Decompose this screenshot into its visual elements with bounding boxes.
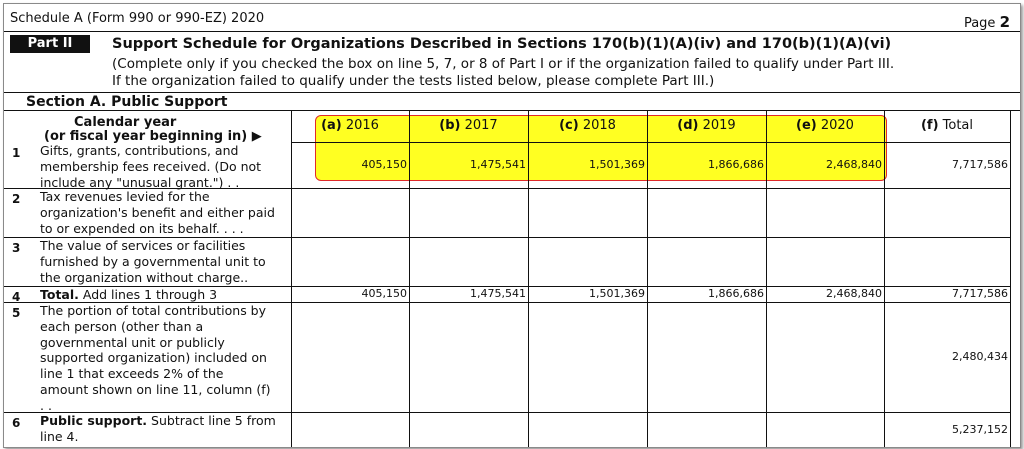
row-description-line (40, 350, 270, 366)
column-letter: (a) (321, 118, 342, 133)
row-description (40, 413, 276, 445)
row-description-text: governmental unit or publicly (40, 334, 225, 350)
row-description-line (40, 413, 276, 429)
column-letter: (f) (920, 118, 939, 133)
part-instruction-2: If the organization failed to qualify under the tests listed below, please complete Part III.) (112, 73, 715, 89)
cell-value: 1,501,369 (589, 287, 645, 300)
cell-value: 2,480,434 (952, 350, 1008, 363)
header-rule (4, 31, 1020, 32)
column-letter: (d) (677, 118, 699, 133)
row-number: 1 (12, 146, 21, 160)
row-description-line (40, 270, 266, 286)
fiscal-year-label: (or fiscal year beginning in) ▶ (44, 129, 262, 144)
column-header (291, 118, 409, 133)
row-description-text: Add lines 1 through 3 (78, 287, 218, 302)
row-divider (291, 142, 1010, 143)
row-description-text: Tax revenues levied for the (40, 189, 210, 204)
column-year: 2019 (698, 118, 736, 133)
column-year: 2018 (578, 118, 616, 133)
row-description-text: membership fees received. (Do not (40, 158, 262, 174)
part-title: Support Schedule for Organizations Described in Sections 170(b)(1)(A)(iv) and 170(b)(1)(A)(vi) (112, 36, 892, 52)
page-label: Page (963, 16, 996, 31)
row-description-text: supported organization) included on (40, 350, 267, 366)
column-divider (1010, 111, 1011, 447)
row-description-line (40, 143, 261, 159)
row-divider (4, 447, 1010, 448)
cell-value: 5,237,152 (952, 423, 1008, 436)
row-description-text: include any "unusual grant.") . . (40, 174, 240, 190)
part-label: Part II (10, 35, 90, 53)
row-description-text: line 4. (40, 428, 79, 444)
row-description-line (40, 335, 270, 351)
cell-value: 1,866,686 (708, 158, 764, 171)
column-header (766, 118, 884, 133)
column-year: Total (938, 118, 974, 133)
cell-value: 1,475,541 (470, 287, 526, 300)
cell-value: 405,150 (361, 158, 407, 171)
cell-value: 1,866,686 (708, 287, 764, 300)
column-year: 2017 (460, 118, 498, 133)
column-letter: (e) (796, 118, 817, 133)
row-description-line (40, 205, 275, 221)
page-number (964, 13, 1010, 31)
row-description-text: line 1 that exceeds 2% of the (40, 366, 224, 382)
cell-value: 7,717,586 (952, 158, 1008, 171)
row-description-text: Subtract line 5 from (147, 413, 276, 428)
cell-value: 2,468,840 (826, 158, 882, 171)
part-instruction-1: (Complete only if you checked the box on line 5, 7, or 8 of Part I or if the organization failed to qualify under Part III. (112, 56, 895, 72)
page-number-value: 2 (999, 13, 1010, 31)
form-page (3, 3, 1021, 448)
cell-value: 405,150 (361, 287, 407, 300)
row-description-line (40, 382, 270, 398)
row-description-text: the organization without charge.. (40, 269, 249, 285)
cell-value: 2,468,840 (826, 287, 882, 300)
column-letter: (b) (439, 118, 461, 133)
row-description-text: The portion of total contributions by (40, 303, 267, 318)
row-description (40, 287, 217, 303)
row-bold-lead: Total. (40, 287, 79, 302)
row-description-text: each person (other than a (40, 318, 204, 334)
row-description-text: furnished by a governmental unit to (40, 253, 266, 269)
section-rule (4, 110, 1020, 111)
row-description-line (40, 366, 270, 382)
column-year: 2016 (341, 118, 379, 133)
cell-value: 1,501,369 (589, 158, 645, 171)
row-description-line (40, 319, 270, 335)
cell-value: 1,475,541 (470, 158, 526, 171)
row-description (40, 238, 266, 285)
column-header (528, 118, 647, 133)
row-description-line (40, 189, 275, 205)
row-number: 5 (12, 306, 21, 320)
column-header (647, 118, 766, 133)
form-title: Schedule A (Form 990 or 990-EZ) 2020 (10, 11, 265, 26)
part-rule (4, 92, 1020, 93)
row-description-text: . . (40, 397, 52, 413)
row-bold-lead: Public support. (40, 413, 148, 428)
row-description-line (40, 238, 266, 254)
row-description-text: The value of services or facilities (40, 238, 246, 253)
calendar-year-label: Calendar year (74, 115, 177, 130)
column-header (884, 118, 1010, 133)
row-description (40, 189, 275, 236)
row-number: 2 (12, 192, 21, 206)
row-description-text: amount shown on line 11, column (f) (40, 381, 271, 397)
column-year: 2020 (816, 118, 854, 133)
row-description-line (40, 221, 275, 237)
column-header (409, 118, 528, 133)
row-number: 4 (12, 290, 21, 304)
row-number: 3 (12, 241, 21, 255)
row-number: 6 (12, 416, 21, 430)
row-description-line (40, 303, 270, 319)
section-title: Section A. Public Support (26, 94, 228, 110)
row-description-line (40, 398, 270, 414)
row-description-line (40, 287, 217, 303)
cell-value: 7,717,586 (952, 287, 1008, 300)
row-description-text: to or expended on its behalf. . . . (40, 220, 244, 236)
row-description (40, 143, 261, 190)
row-description-text: Gifts, grants, contributions, and (40, 143, 239, 158)
row-description-line (40, 159, 261, 175)
row-description-text: organization's benefit and either paid (40, 204, 275, 220)
column-letter: (c) (559, 118, 579, 133)
row-description-line (40, 254, 266, 270)
row-description-line (40, 429, 276, 445)
row-description (40, 303, 270, 414)
